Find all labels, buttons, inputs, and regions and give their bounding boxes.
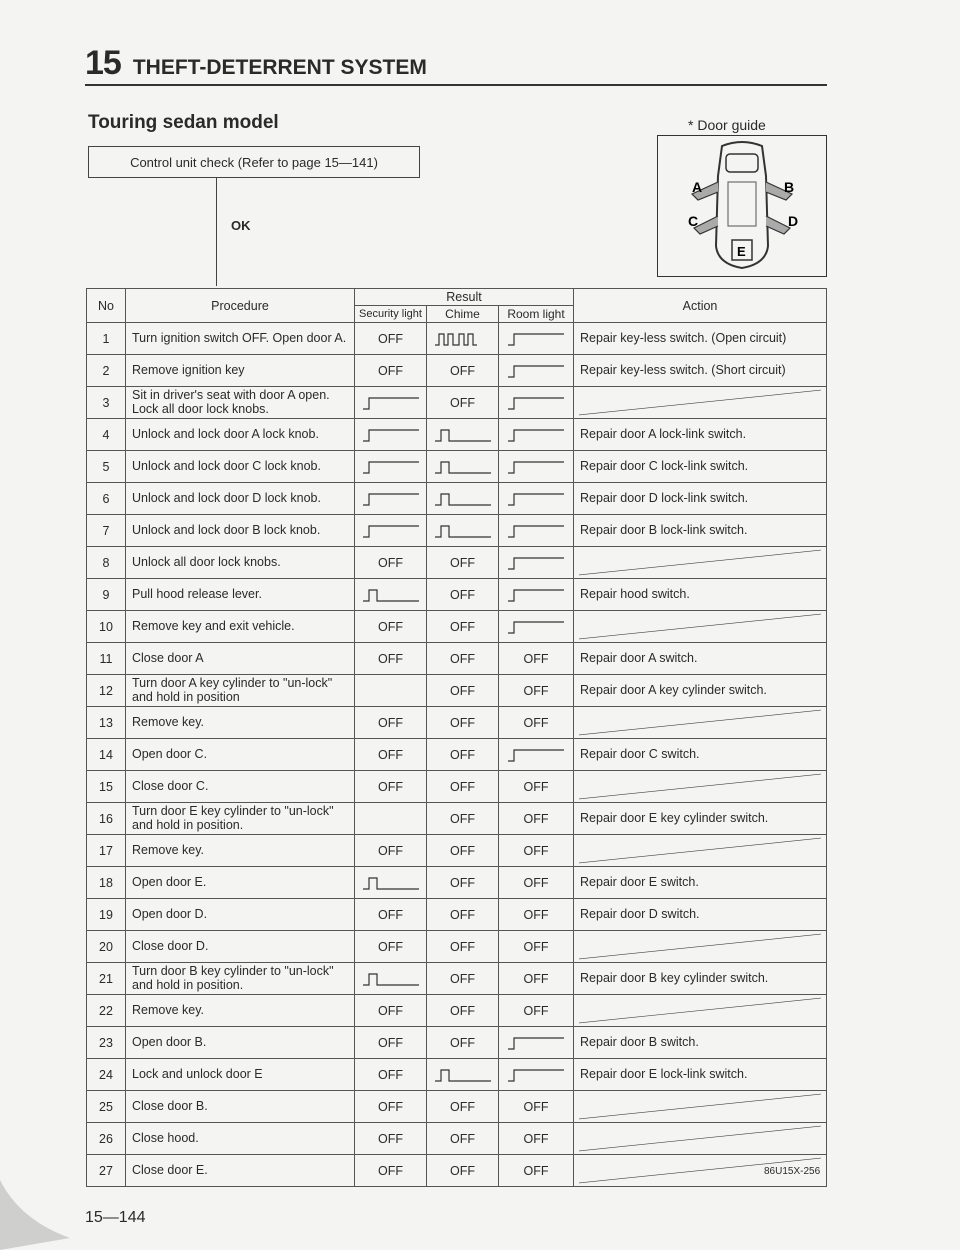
header-no: No [87,289,126,323]
row-action: Repair door B lock-link switch. [574,515,827,547]
no-action-slash [574,1091,826,1122]
signal-pulse-icon [433,491,493,507]
row-number: 16 [87,803,126,835]
signal-pulse-icon [433,459,493,475]
table-row [87,803,827,835]
row-result-chime: OFF [427,803,499,835]
control-unit-check-text: Control unit check (Refer to page 15—141) [130,154,378,170]
chapter-title: THEFT-DETERRENT SYSTEM [132,56,427,79]
row-action [574,1091,827,1123]
row-procedure: Remove key. [126,995,355,1027]
table-row [87,387,827,419]
row-result-room: OFF [499,1091,574,1123]
row-number: 1 [87,323,126,355]
header-security-light: Security light [355,306,427,323]
row-result-chime: OFF [427,771,499,803]
row-number: 18 [87,867,126,899]
row-result-room: OFF [499,771,574,803]
row-number: 7 [87,515,126,547]
table-row [87,771,827,803]
signal-step-on-icon [506,491,566,507]
row-result-chime: OFF [427,867,499,899]
table-row [87,419,827,451]
table-row [87,995,827,1027]
row-action [574,547,827,579]
row-action: Repair door D lock-link switch. [574,483,827,515]
signal-step-on-icon [361,427,421,443]
row-result-room: OFF [499,995,574,1027]
row-number: 3 [87,387,126,419]
row-result-security: OFF [355,707,427,739]
row-action [574,707,827,739]
row-result-chime: OFF [427,835,499,867]
row-number: 13 [87,707,126,739]
row-number: 24 [87,1059,126,1091]
row-procedure: Close door C. [126,771,355,803]
no-action-slash [574,707,826,738]
row-result-security [355,963,427,995]
row-procedure: Unlock and lock door B lock knob. [126,515,355,547]
row-procedure: Turn door E key cylinder to "un-lock" and hold in position. [126,803,355,835]
row-action [574,611,827,643]
row-action: Repair door A switch. [574,643,827,675]
row-action: Repair door B switch. [574,1027,827,1059]
signal-step-on-icon [506,363,566,379]
row-number: 25 [87,1091,126,1123]
signal-step-on-icon [506,331,566,347]
row-result-chime: OFF [427,643,499,675]
table-row [87,643,827,675]
no-action-slash [574,835,826,866]
row-procedure: Open door B. [126,1027,355,1059]
row-result-chime [427,1059,499,1091]
row-procedure: Unlock and lock door C lock knob. [126,451,355,483]
row-number: 19 [87,899,126,931]
row-number: 21 [87,963,126,995]
row-action: Repair hood switch. [574,579,827,611]
table-row [87,675,827,707]
section-subtitle: Touring sedan model [88,112,279,133]
signal-step-on-icon [506,427,566,443]
row-action: Repair key-less switch. (Short circuit) [574,355,827,387]
flow-line [216,178,217,286]
row-procedure: Remove ignition key [126,355,355,387]
row-action: Repair door B key cylinder switch. [574,963,827,995]
row-procedure: Open door D. [126,899,355,931]
row-number: 22 [87,995,126,1027]
signal-pulse-icon [433,1067,493,1083]
row-result-chime: OFF [427,387,499,419]
table-row [87,515,827,547]
row-result-room: OFF [499,931,574,963]
row-result-chime: OFF [427,931,499,963]
row-number: 11 [87,643,126,675]
row-result-chime: OFF [427,1091,499,1123]
row-result-chime [427,483,499,515]
row-result-room: OFF [499,675,574,707]
door-guide-label: * Door guide [688,117,766,133]
figure-code: 86U15X-256 [764,1166,821,1177]
row-procedure: Unlock and lock door A lock knob. [126,419,355,451]
row-number: 17 [87,835,126,867]
no-action-slash [574,547,826,578]
header-room-light: Room light [499,306,574,323]
row-number: 4 [87,419,126,451]
table-row [87,1123,827,1155]
row-result-security: OFF [355,931,427,963]
row-procedure: Sit in driver's seat with door A open. Lock all door lock knobs. [126,387,355,419]
row-result-room [499,611,574,643]
row-action: Repair door A key cylinder switch. [574,675,827,707]
row-number: 20 [87,931,126,963]
row-result-chime [427,451,499,483]
row-action [574,771,827,803]
row-result-security: OFF [355,899,427,931]
row-result-room: OFF [499,1155,574,1187]
row-number: 10 [87,611,126,643]
signal-step-on-icon [361,459,421,475]
signal-step-on-icon [506,619,566,635]
row-result-room: OFF [499,707,574,739]
row-result-security: OFF [355,1123,427,1155]
row-result-room: OFF [499,835,574,867]
row-action: Repair door C switch. [574,739,827,771]
row-number: 14 [87,739,126,771]
signal-step-on-icon [506,587,566,603]
row-result-security: OFF [355,771,427,803]
row-result-security [355,675,427,707]
row-result-chime: OFF [427,963,499,995]
row-result-security: OFF [355,995,427,1027]
signal-step-on-icon [361,491,421,507]
row-action: Repair door A lock-link switch. [574,419,827,451]
row-number: 15 [87,771,126,803]
table-row [87,611,827,643]
no-action-slash [574,771,826,802]
row-action [574,931,827,963]
row-result-chime [427,323,499,355]
signal-step-on-icon [506,523,566,539]
row-result-room [499,387,574,419]
row-result-security: OFF [355,1059,427,1091]
table-row [87,1027,827,1059]
row-procedure: Turn door A key cylinder to "un-lock" and hold in position [126,675,355,707]
no-action-slash [574,611,826,642]
row-action: Repair key-less switch. (Open circuit) [574,323,827,355]
door-guide-diagram [657,135,827,277]
signal-step-on-icon [506,459,566,475]
table-row [87,547,827,579]
row-result-chime [427,515,499,547]
signal-pulse-icon [361,587,421,603]
row-result-security: OFF [355,739,427,771]
table-row [87,1091,827,1123]
row-procedure: Remove key. [126,835,355,867]
table-row [87,963,827,995]
control-unit-check-box [88,146,420,178]
table-row [87,931,827,963]
row-procedure: Close door E. [126,1155,355,1187]
row-result-room [499,419,574,451]
page-corner-shadow [0,1170,80,1250]
row-number: 23 [87,1027,126,1059]
row-result-security [355,515,427,547]
row-result-chime: OFF [427,1123,499,1155]
door-letter-d: D [788,213,799,229]
row-procedure: Close door D. [126,931,355,963]
row-result-security [355,579,427,611]
row-action: Repair door D switch. [574,899,827,931]
header-procedure: Procedure [126,289,355,323]
row-result-security [355,483,427,515]
signal-step-on-icon [506,747,566,763]
row-result-chime [427,419,499,451]
row-result-room: OFF [499,1123,574,1155]
signal-multi-pulse-icon [433,331,493,347]
no-action-slash [574,931,826,962]
row-result-chime: OFF [427,1155,499,1187]
row-action [574,995,827,1027]
table-row [87,483,827,515]
no-action-slash [574,387,826,418]
row-result-room: OFF [499,899,574,931]
row-result-security [355,451,427,483]
row-result-chime: OFF [427,579,499,611]
car-top-view-icon [658,136,826,276]
row-result-chime: OFF [427,355,499,387]
row-number: 6 [87,483,126,515]
row-procedure: Close door B. [126,1091,355,1123]
header-rule [85,84,827,86]
row-result-chime: OFF [427,739,499,771]
row-number: 9 [87,579,126,611]
signal-step-on-icon [361,523,421,539]
no-action-slash [574,995,826,1026]
row-result-room [499,739,574,771]
signal-step-on-icon [506,1035,566,1051]
row-result-security: OFF [355,1155,427,1187]
row-result-security [355,867,427,899]
row-number: 26 [87,1123,126,1155]
row-result-chime: OFF [427,547,499,579]
row-procedure: Turn ignition switch OFF. Open door A. [126,323,355,355]
row-result-room [499,547,574,579]
page-number: 15—144 [85,1209,146,1226]
signal-step-on-icon [506,555,566,571]
signal-step-on-icon [506,395,566,411]
row-result-room [499,355,574,387]
row-result-room [499,579,574,611]
table-row [87,1059,827,1091]
row-procedure: Remove key. [126,707,355,739]
row-procedure: Pull hood release lever. [126,579,355,611]
chapter-number: 15 [85,44,121,82]
no-action-slash [574,1123,826,1154]
row-result-chime: OFF [427,1027,499,1059]
row-procedure: Open door C. [126,739,355,771]
row-action [574,387,827,419]
row-number: 27 [87,1155,126,1187]
row-result-security: OFF [355,835,427,867]
row-procedure: Open door E. [126,867,355,899]
door-letter-a: A [692,179,703,195]
row-result-room [499,323,574,355]
row-number: 8 [87,547,126,579]
table-row [87,867,827,899]
table-row [87,579,827,611]
row-action: Repair door E key cylinder switch. [574,803,827,835]
row-result-security: OFF [355,643,427,675]
row-procedure: Unlock and lock door D lock knob. [126,483,355,515]
row-procedure: Turn door B key cylinder to "un-lock" and hold in position. [126,963,355,995]
row-result-room [499,451,574,483]
header-chime: Chime [427,306,499,323]
door-letter-e: E [737,244,746,259]
table-row [87,355,827,387]
table-row [87,835,827,867]
table-row [87,1155,827,1187]
row-procedure: Unlock all door lock knobs. [126,547,355,579]
table-row [87,323,827,355]
row-result-security [355,419,427,451]
row-result-security: OFF [355,611,427,643]
row-result-room: OFF [499,963,574,995]
procedure-table-body [87,323,827,1187]
row-procedure: Lock and unlock door E [126,1059,355,1091]
row-action: Repair door E lock-link switch. [574,1059,827,1091]
row-number: 2 [87,355,126,387]
row-result-chime: OFF [427,995,499,1027]
row-number: 12 [87,675,126,707]
signal-pulse-icon [433,523,493,539]
row-procedure: Close hood. [126,1123,355,1155]
row-result-room [499,1027,574,1059]
row-result-security: OFF [355,323,427,355]
row-result-room: OFF [499,643,574,675]
table-row [87,899,827,931]
door-letter-b: B [784,179,795,195]
door-letter-c: C [688,213,699,229]
row-number: 5 [87,451,126,483]
row-result-room: OFF [499,867,574,899]
signal-pulse-icon [433,427,493,443]
row-result-security: OFF [355,355,427,387]
row-action: Repair door E switch. [574,867,827,899]
signal-step-on-icon [361,395,421,411]
row-result-chime: OFF [427,899,499,931]
row-result-chime: OFF [427,675,499,707]
table-row [87,739,827,771]
row-result-security: OFF [355,1027,427,1059]
row-result-security: OFF [355,547,427,579]
signal-pulse-icon [361,875,421,891]
row-procedure: Close door A [126,643,355,675]
row-result-room: OFF [499,803,574,835]
row-result-security: OFF [355,1091,427,1123]
row-action [574,835,827,867]
row-result-chime: OFF [427,611,499,643]
row-result-security [355,387,427,419]
row-action: Repair door C lock-link switch. [574,451,827,483]
signal-step-on-icon [506,1067,566,1083]
row-action [574,1123,827,1155]
row-result-room [499,1059,574,1091]
row-result-room [499,515,574,547]
header-action: Action [574,289,827,323]
chapter-header [85,44,427,83]
row-result-chime: OFF [427,707,499,739]
header-result: Result [355,289,574,306]
signal-pulse-icon [361,971,421,987]
row-result-security [355,803,427,835]
table-row [87,707,827,739]
row-procedure: Remove key and exit vehicle. [126,611,355,643]
procedure-table [86,288,827,1187]
ok-label: OK [231,218,251,233]
table-row [87,451,827,483]
row-result-room [499,483,574,515]
